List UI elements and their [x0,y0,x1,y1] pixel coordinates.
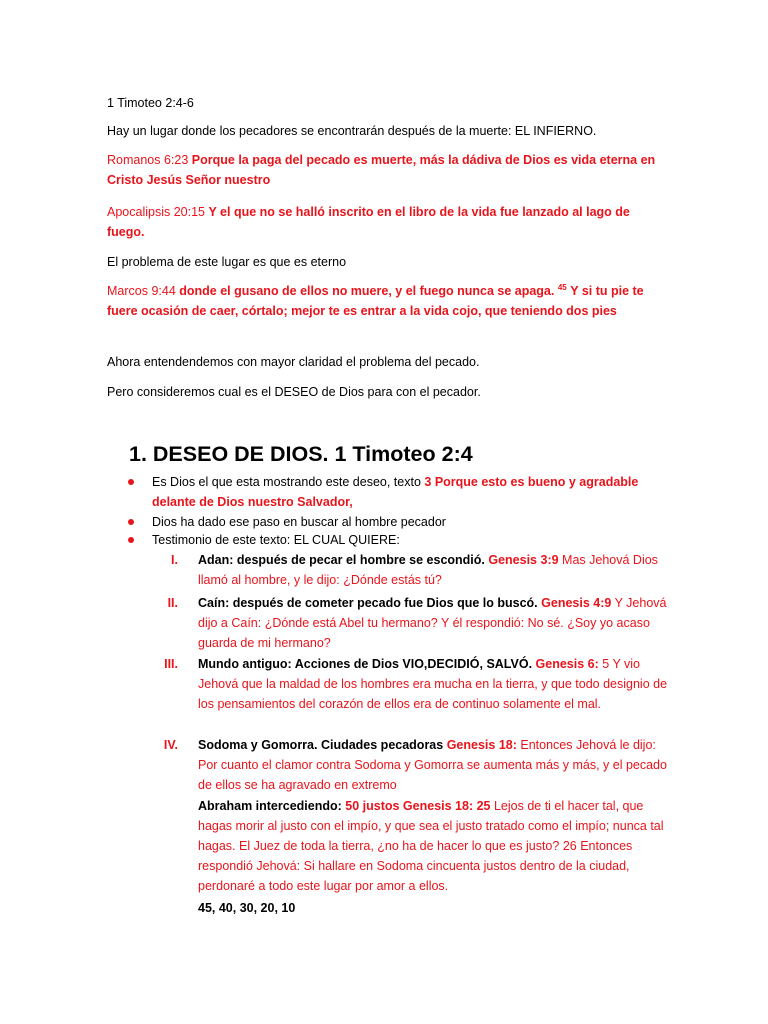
item-number: IV. [163,738,178,752]
bullet-dot [128,479,134,485]
bullet-item-3: Testimonio de este texto: EL CUAL QUIERE: [152,533,400,547]
item-lead: Sodoma y Gomorra. Ciudades pecadoras [198,738,444,752]
abraham-verse: Lejos de ti el hacer tal, que hagas morir al justo con el impío, y que sea el justo tratado como el impío; nunca tal hagas. El Juez de toda la tierra, ¿no ha de hacer lo que es justo? 26 Entonces respondió Jehová: Si hallare en Sodoma cincuenta justos dentro de la ciudad, perdonaré a todo este lugar por amor a ellos. [198,799,664,893]
problema-paragraph: El problema de este lugar es que es eterno [107,255,347,269]
romanos-verse [107,150,667,190]
list-item [198,550,668,590]
bullet-dot [128,519,134,525]
abraham-reference: 50 justos Genesis 18: 25 [345,799,491,813]
apocalipsis-verse [107,202,667,242]
bullet-verse: 3 Porque esto es bueno y agradable delante de Dios nuestro Salvador, [152,475,639,509]
marcos-verse [107,281,667,321]
reference-line: 1 Timoteo 2:4-6 [107,96,194,110]
item-lead: Adan: después de pecar el hombre se escondió. [198,553,485,567]
verse-reference: Apocalipsis 20:15 [107,205,205,219]
pero-paragraph: Pero consideremos cual es el DESEO de Dios para con el pecador. [107,385,481,399]
abraham-paragraph [198,796,668,896]
item-reference: Genesis 3:9 [488,553,559,567]
item-verse: Mas Jehová Dios llamó al hombre, y le dijo: ¿Dónde estás tú? [198,553,658,587]
verse-text: Porque la paga del pecado es muerte, más la dádiva de Dios es vida eterna en Cristo Jesús Señor nuestro [107,153,656,187]
verse-text: Y el que no se halló inscrito en el libro de la vida fue lanzado al lago de fuego. [107,205,630,239]
abraham-lead: Abraham intercediendo: [198,799,342,813]
item-reference: Genesis 4:9 [541,596,612,610]
bullet-dot [128,537,134,543]
abraham-numbers: 45, 40, 30, 20, 10 [198,901,296,915]
bullet-text: Es Dios el que esta mostrando este deseo, texto [152,475,421,489]
verse-reference: Marcos 9:44 [107,284,176,298]
list-item [198,593,668,653]
item-reference: Genesis 18: [446,738,517,752]
verse-reference: Romanos 6:23 [107,153,189,167]
item-number: II. [167,596,178,610]
bullet-item-2: Dios ha dado ese paso en buscar al hombre pecador [152,515,446,529]
item-number: III. [164,657,178,671]
list-item [198,654,668,714]
verse-number: 45 [557,282,567,292]
item-reference: Genesis 6: [535,657,599,671]
bullet-item-1 [152,472,672,512]
intro-paragraph: Hay un lugar donde los pecadores se encontrarán después de la muerte: EL INFIERNO. [107,124,597,138]
item-verse: Entonces Jehová le dijo: Por cuanto el clamor contra Sodoma y Gomorra se aumenta más y más, y el pecado de ellos se ha agravado en extremo [198,738,667,792]
item-number: I. [171,553,178,567]
ahora-paragraph: Ahora entendendemos con mayor claridad el problema del pecado. [107,355,480,369]
verse-text: donde el gusano de ellos no muere, y el fuego nunca se apaga. [179,284,555,298]
verse-text-continued: Y si tu pie te fuere ocasión de caer, córtalo; mejor te es entrar a la vida cojo, que teniendo dos pies [107,284,644,318]
list-item [198,735,668,795]
item-verse: 5 Y vio Jehová que la maldad de los hombres era mucha en la tierra, y que todo designio de los pensamientos del corazón de ellos era de continuo solamente el mal. [198,657,668,711]
item-lead: Caín: después de cometer pecado fue Dios que lo buscó. [198,596,538,610]
item-verse: Y Jehová dijo a Caín: ¿Dónde está Abel tu hermano? Y él respondió: No sé. ¿Soy yo acaso guarda de mi hermano? [198,596,667,650]
item-lead: Mundo antiguo: Acciones de Dios VIO,DECIDIÓ, SALVÓ. [198,657,533,671]
section-heading: 1. DESEO DE DIOS. 1 Timoteo 2:4 [129,442,473,466]
